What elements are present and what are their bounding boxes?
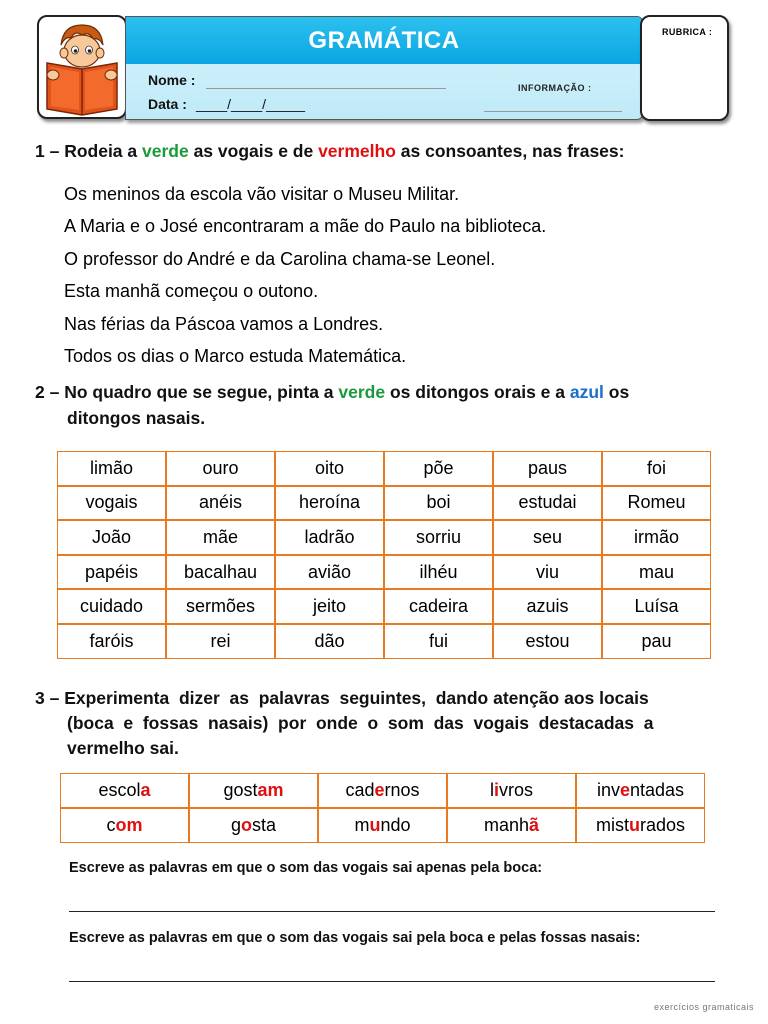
answer-line-mouth[interactable] bbox=[69, 911, 715, 912]
question-number: 1 bbox=[35, 141, 45, 161]
word-cell[interactable]: põe bbox=[384, 451, 493, 486]
sentence[interactable]: O professor do André e da Carolina chama-se Leonel. bbox=[64, 248, 496, 269]
word-cell[interactable] bbox=[60, 808, 189, 843]
word-cell[interactable]: estou bbox=[493, 624, 602, 659]
word-part: l bbox=[489, 780, 494, 800]
word-cell[interactable]: vogais bbox=[57, 486, 166, 521]
q2-text-1: – No quadro que se segue, pinta a bbox=[44, 382, 339, 402]
word-cell[interactable]: cadeira bbox=[384, 589, 493, 624]
word-cell[interactable]: limão bbox=[57, 451, 166, 486]
word-cell[interactable]: pau bbox=[602, 624, 711, 659]
word-cell[interactable]: boi bbox=[384, 486, 493, 521]
sentence[interactable]: Os meninos da escola vão visitar o Museu Militar. bbox=[64, 184, 460, 204]
word-cell[interactable]: ladrão bbox=[275, 520, 384, 555]
word-part: manh bbox=[483, 815, 529, 835]
word-cell[interactable]: avião bbox=[275, 555, 384, 590]
highlighted-vowel: u bbox=[369, 815, 381, 835]
word-cell[interactable]: ilhéu bbox=[384, 555, 493, 590]
question-number: 3 bbox=[35, 688, 45, 708]
word-cell[interactable]: João bbox=[57, 520, 166, 555]
prompt-mouth-and-nose: Escreve as palavras em que o som das vogais sai pela boca e pelas fossas nasais: bbox=[69, 930, 641, 946]
word-cell[interactable]: jeito bbox=[275, 589, 384, 624]
date-label: Data : bbox=[148, 96, 187, 112]
table-row bbox=[57, 589, 711, 624]
word-cell[interactable] bbox=[189, 808, 318, 843]
highlighted-vowel: om bbox=[115, 815, 143, 835]
name-label: Nome : bbox=[148, 72, 196, 88]
word-cell[interactable] bbox=[576, 808, 705, 843]
word-part: rados bbox=[639, 815, 686, 835]
q1-text-2: as vogais e de bbox=[188, 141, 319, 161]
table-row bbox=[57, 486, 711, 521]
word-cell[interactable]: Luísa bbox=[602, 589, 711, 624]
word-azul: azul bbox=[569, 382, 604, 402]
q2-text-3: os bbox=[603, 382, 630, 402]
word-verde: verde bbox=[338, 382, 386, 402]
word-cell[interactable]: sorriu bbox=[384, 520, 493, 555]
word-cell[interactable]: papéis bbox=[57, 555, 166, 590]
word-cell[interactable]: fui bbox=[384, 624, 493, 659]
word-cell[interactable] bbox=[447, 773, 576, 808]
word-cell[interactable]: oito bbox=[275, 451, 384, 486]
q2-text-2: os ditongos orais e a bbox=[385, 382, 570, 402]
title-box bbox=[125, 16, 643, 120]
word-cell[interactable]: dão bbox=[275, 624, 384, 659]
word-cell[interactable]: faróis bbox=[57, 624, 166, 659]
answer-line-nasal[interactable] bbox=[69, 981, 715, 982]
word-vermelho: vermelho bbox=[318, 141, 396, 161]
word-cell[interactable]: sermões bbox=[166, 589, 275, 624]
rubrica-box bbox=[640, 15, 729, 121]
highlighted-vowel: a bbox=[140, 780, 151, 800]
q3-text-1: – Experimenta dizer as palavras seguintes, dando atenção aos locais bbox=[44, 688, 649, 708]
highlighted-vowel: o bbox=[241, 815, 252, 835]
word-cell[interactable]: seu bbox=[493, 520, 602, 555]
word-cell[interactable]: irmão bbox=[602, 520, 711, 555]
word-part: mist bbox=[595, 815, 629, 835]
table-row bbox=[57, 451, 711, 486]
table-row bbox=[57, 624, 711, 659]
name-input-line[interactable] bbox=[206, 88, 446, 89]
word-cell[interactable] bbox=[189, 773, 318, 808]
word-cell[interactable]: foi bbox=[602, 451, 711, 486]
table-row bbox=[60, 773, 705, 808]
info-label: INFORMAÇÃO : bbox=[518, 83, 592, 93]
word-cell[interactable]: paus bbox=[493, 451, 602, 486]
q1-text-1: – Rodeia a bbox=[44, 141, 142, 161]
highlighted-vowel: am bbox=[257, 780, 284, 800]
info-input-line[interactable] bbox=[484, 111, 622, 112]
word-cell[interactable] bbox=[60, 773, 189, 808]
logo-box bbox=[37, 15, 127, 119]
table-row bbox=[57, 555, 711, 590]
question-2-heading-line-2: ditongos nasais. bbox=[67, 408, 206, 428]
word-cell[interactable] bbox=[318, 808, 447, 843]
word-part: escol bbox=[98, 780, 141, 800]
word-part: ntadas bbox=[629, 780, 685, 800]
question-3-heading-line-2: (boca e fossas nasais) por onde o som das vogais destacadas a bbox=[67, 713, 654, 733]
word-cell[interactable]: heroína bbox=[275, 486, 384, 521]
word-part: inv bbox=[596, 780, 620, 800]
word-cell[interactable]: mau bbox=[602, 555, 711, 590]
word-part: m bbox=[354, 815, 370, 835]
rubrica-label: RUBRICA : bbox=[662, 27, 713, 37]
word-cell[interactable]: bacalhau bbox=[166, 555, 275, 590]
word-cell[interactable] bbox=[576, 773, 705, 808]
prompt-mouth-only: Escreve as palavras em que o som das vogais sai apenas pela boca: bbox=[69, 860, 543, 876]
word-cell[interactable]: azuis bbox=[493, 589, 602, 624]
word-cell[interactable] bbox=[318, 773, 447, 808]
diphthong-table bbox=[57, 451, 711, 659]
word-cell[interactable]: rei bbox=[166, 624, 275, 659]
sentence[interactable]: Esta manhã começou o outono. bbox=[64, 281, 319, 302]
word-part: g bbox=[230, 815, 241, 835]
highlighted-vowel: e bbox=[374, 780, 385, 800]
word-part: cad bbox=[345, 780, 375, 800]
sentence[interactable]: A Maria e o José encontraram a mãe do Paulo na biblioteca. bbox=[64, 216, 547, 237]
footer-text: exercícios gramaticais bbox=[653, 1002, 754, 1012]
word-cell[interactable]: cuidado bbox=[57, 589, 166, 624]
highlighted-vowel: u bbox=[628, 815, 640, 835]
highlighted-vowel: e bbox=[619, 780, 630, 800]
word-cell[interactable]: viu bbox=[493, 555, 602, 590]
word-cell[interactable]: ouro bbox=[166, 451, 275, 486]
question-2-heading bbox=[35, 380, 629, 405]
question-number: 2 bbox=[35, 382, 45, 402]
word-verde: verde bbox=[142, 141, 189, 161]
highlighted-vowel: ã bbox=[529, 815, 540, 835]
question-3-heading bbox=[35, 686, 649, 711]
sentence[interactable]: Nas férias da Páscoa vamos a Londres. bbox=[64, 313, 384, 334]
vowel-word-table bbox=[60, 773, 705, 843]
word-part: gost bbox=[223, 780, 258, 800]
word-cell[interactable]: anéis bbox=[166, 486, 275, 521]
word-cell[interactable]: Romeu bbox=[602, 486, 711, 521]
table-row bbox=[57, 520, 711, 555]
word-cell[interactable] bbox=[447, 808, 576, 843]
q1-text-3: as consoantes, nas frases: bbox=[395, 141, 625, 161]
table-row bbox=[60, 808, 705, 843]
sentence[interactable]: Todos os dias o Marco estuda Matemática. bbox=[64, 346, 407, 367]
question-1-heading bbox=[35, 139, 624, 164]
boy-reading-book-icon bbox=[39, 17, 125, 117]
word-part: vros bbox=[499, 780, 534, 800]
sentence-list bbox=[64, 178, 546, 372]
word-cell[interactable]: mãe bbox=[166, 520, 275, 555]
page-title: GRAMÁTICA bbox=[126, 17, 642, 64]
word-part: ndo bbox=[380, 815, 411, 835]
question-3-heading-line-3: vermelho sai. bbox=[67, 738, 179, 758]
word-cell[interactable]: estudai bbox=[493, 486, 602, 521]
word-part: sta bbox=[252, 815, 277, 835]
date-input-line[interactable]: ____/____/_____ bbox=[196, 96, 305, 112]
word-part: rnos bbox=[384, 780, 420, 800]
highlighted-vowel: i bbox=[493, 780, 499, 800]
word-part: c bbox=[106, 815, 116, 835]
